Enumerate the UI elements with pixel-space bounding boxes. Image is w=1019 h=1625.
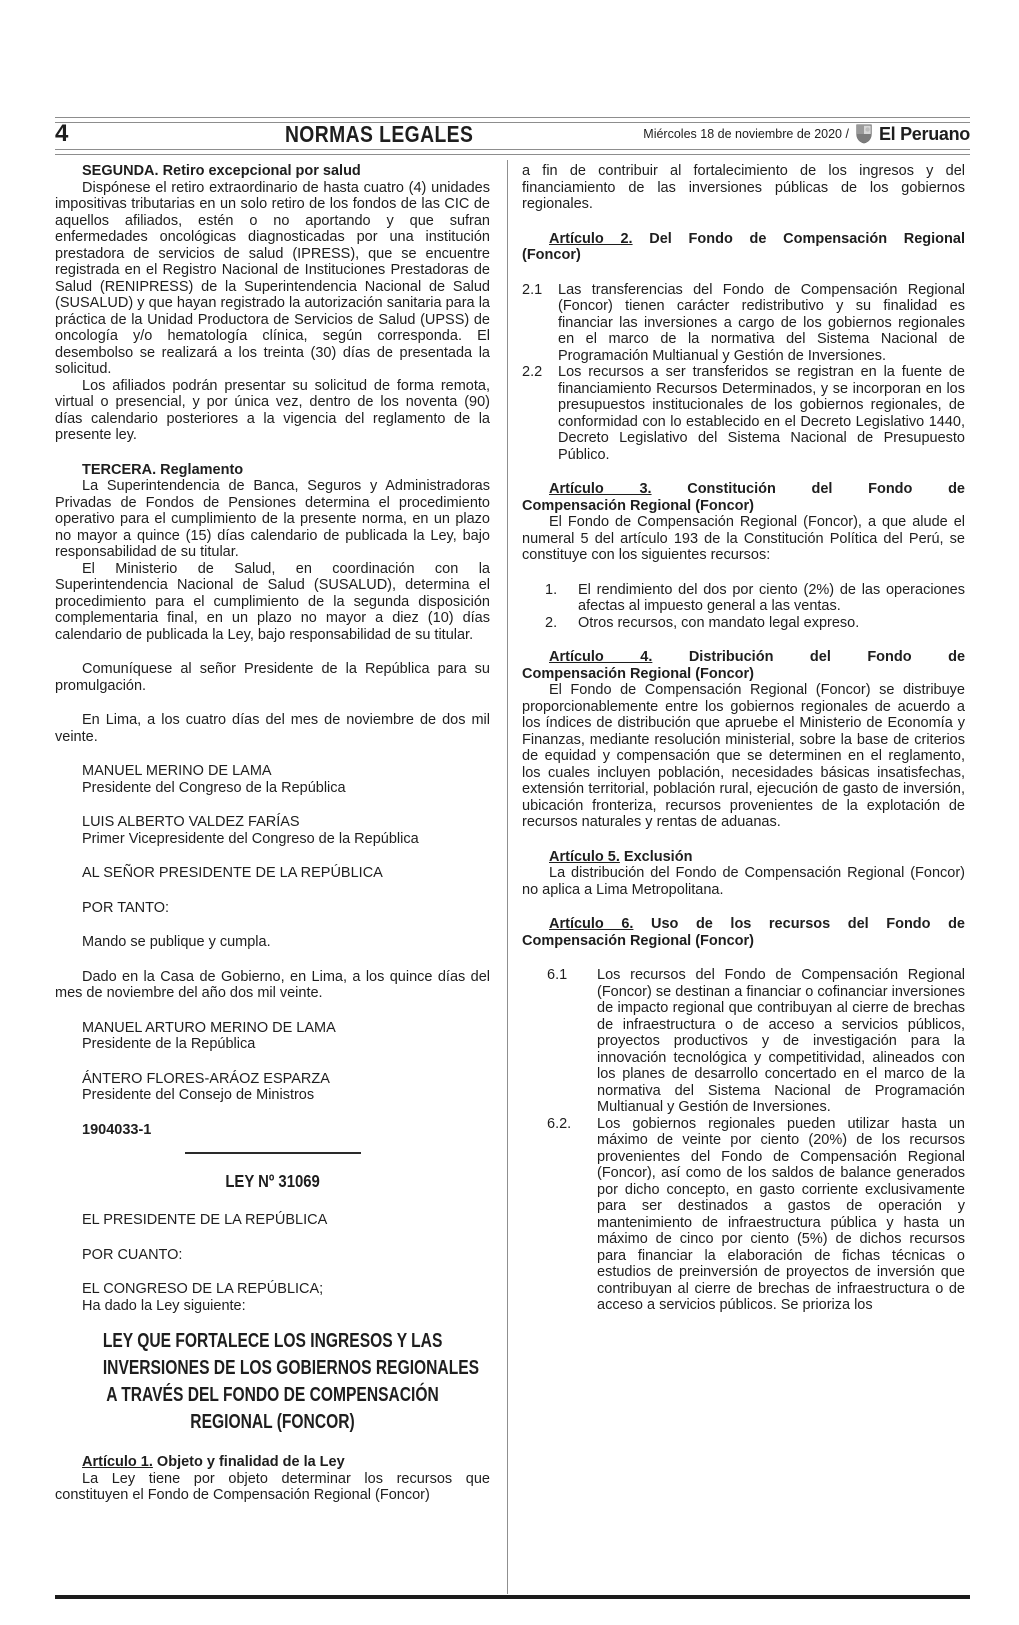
law-main-title-line: REGIONAL (FONCOR) (190, 1411, 355, 1433)
article-heading-text: Compensación Regional (Foncor) (522, 932, 755, 949)
right-column (522, 163, 965, 1314)
paragraph: Mando se publique y cumpla. (82, 934, 271, 950)
paragraph: Comuníquese al señor Presidente de la República para su promulgación. (55, 661, 490, 694)
paragraph: POR CUANTO: (82, 1246, 183, 1263)
paragraph: AL SEÑOR PRESIDENTE DE LA REPÚBLICA (82, 865, 383, 881)
page-bottom-rule (55, 1595, 970, 1599)
signature-block (82, 1020, 490, 1053)
paragraph: POR TANTO: (82, 899, 170, 916)
signature-line: Presidente del Consejo de Ministros (82, 1087, 315, 1103)
article-number: Artículo 1. (82, 1454, 153, 1470)
article-heading-line (522, 933, 965, 950)
page-number: 4 (55, 120, 69, 147)
law-number-title-text: LEY Nº 31069 (225, 1171, 320, 1191)
numbered-item (522, 967, 965, 1116)
section-heading: 1904033-1 (82, 1121, 152, 1138)
paragraph: Ha dado la Ley siguiente: (82, 1297, 246, 1314)
section-title: NORMAS LEGALES (284, 120, 474, 147)
article-heading (55, 1454, 490, 1471)
date-text: Miércoles 18 de noviembre de 2020 / (643, 127, 849, 141)
article-heading (522, 481, 965, 514)
article-heading-text: Exclusión (619, 848, 693, 865)
paragraph: La Ley tiene por objeto determinar los recursos que constituyen el Fondo de Compensación Regional (Foncor) (55, 1470, 490, 1503)
law-main-title-line: LEY QUE FORTALECE LOS INGRESOS Y LAS (102, 1330, 443, 1352)
numbered-item (522, 282, 965, 365)
numbered-item (522, 582, 965, 615)
section-heading: TERCERA. Reglamento (82, 461, 244, 478)
item-text: El rendimiento del dos por ciento (2%) de las operaciones afectas al impuesto general a las ventas. (578, 581, 965, 614)
item-text: Los recursos del Fondo de Compensación Regional (Foncor) se destinan a financiar o cofinanciar inversiones de impacto regional que contribuyan al cierre de brechas de infraestructura o de acceso a servicios públicos, proyectos productivos y de investigación para la innovación tecnológica y competitividad, alineados con los planes de desarrollo concertado en el marco de la normativa del Sistema Nacional de Programación Multianual y Gestión de Inversiones. (597, 967, 965, 1115)
article-heading-text: Objeto y finalidad de la Ley (152, 1454, 345, 1470)
paragraph: EL PRESIDENTE DE LA REPÚBLICA (82, 1212, 328, 1228)
section-heading: SEGUNDA. Retiro excepcional por salud (82, 163, 361, 179)
article-number: Artículo 5. (549, 848, 620, 865)
item-number: 6.2. (547, 1115, 572, 1132)
article-heading-line (522, 649, 965, 666)
article-heading-line (522, 498, 965, 515)
article-heading-text: Distribución del Fondo de (652, 649, 966, 665)
item-text: Otros recursos, con mandato legal expreso. (578, 614, 860, 631)
paragraph: El Ministerio de Salud, en coordinación con la Superintendencia Nacional de Salud (SUSALUD), determina el procedimiento para el cumplimiento de la segunda disposición complementaria final, en un plazo no mayor a diez (10) días calendario de publicada la Ley, bajo responsabilidad de su titular. (55, 560, 490, 643)
header-bottom-rule (55, 149, 970, 155)
item-text: Las transferencias del Fondo de Compensación Regional (Foncor) tienen carácter redistributivo y su finalidad es financiar las inversiones a cargo de los gobiernos regionales en el marco de la normativa del Sistema Nacional de Programación Multianual y Gestión de Inversiones. (558, 281, 965, 364)
paragraph: a fin de contribuir al fortalecimiento de los ingresos y del financiamiento de las inversiones públicas de los gobiernos regionales. (522, 163, 965, 212)
column-divider (507, 160, 508, 1594)
left-column (55, 163, 490, 1504)
paragraph: La distribución del Fondo de Compensación Regional (Foncor) no aplica a Lima Metropolitana. (522, 865, 965, 898)
item-number: 2.1 (522, 281, 543, 298)
article-heading (522, 231, 965, 264)
paragraph: Los afiliados podrán presentar su solicitud de forma remota, virtual o presencial, y por única vez, dentro de los noventa (90) días calendario posteriores a la vigencia del reglamento de la presente ley. (55, 377, 490, 443)
item-text: Los recursos a ser transferidos se registran en la fuente de financiamiento Recursos Determinados, y se incorporan en los presupuestos institucionales de los gobiernos regionales, de conformidad con lo establecido en el Decreto Legislativo 1440, Decreto Legislativo del Sistema Nacional de Presupuesto Público. (558, 364, 965, 463)
article-heading-line (522, 481, 965, 498)
article-number: Artículo 6. (549, 916, 634, 932)
article-heading-line (522, 666, 965, 683)
paragraph: En Lima, a los cuatro días del mes de noviembre de dos mil veinte. (55, 712, 490, 745)
article-heading-line (522, 849, 965, 866)
paragraph: La Superintendencia de Banca, Seguros y Administradoras Privadas de Fondos de Pensiones determina el procedimiento operativo para el cumplimiento de la presente norma, en un plazo no mayor a quince (15) días calendario de publicada la Ley, bajo responsabilidad de su titular. (55, 478, 490, 560)
section-title-wrap (115, 121, 643, 148)
signature-block (82, 763, 490, 796)
signature-line: MANUEL MERINO DE LAMA (82, 763, 272, 779)
page-header (55, 120, 970, 148)
paragraph: El Fondo de Compensación Regional (Foncor) se distribuye proporcionablemente entre los gobiernos regionales de acuerdo a los índices de distribución que apruebe el Ministerio de Economía y Finanzas, mediante resolución ministerial, sobre la base de criterios de equidad y compensación que se determinen en el reglamento, los cuales incluyen población, necesidades básicas insatisfechas, extensión territorial, población rural, ejecución de gasto de inversión, ubicación fronteriza, recursos provenientes de la explotación de recursos naturales y rentas de aduanas. (522, 682, 965, 830)
article-heading-line (522, 916, 965, 933)
article-heading-text: (Foncor) (522, 247, 581, 263)
signature-line: MANUEL ARTURO MERINO DE LAMA (82, 1019, 336, 1036)
paragraph: EL CONGRESO DE LA REPÚBLICA; (82, 1281, 324, 1297)
brand-masthead: El Peruano (878, 123, 970, 144)
signature-line: ÁNTERO FLORES-ARÁOZ ESPARZA (82, 1070, 330, 1087)
item-text: Los gobiernos regionales pueden utilizar hasta un máximo de veinte por ciento (20%) de los recursos provenientes del Fondo de Compensación Regional (Foncor), así como de los saldos de balance generados por dicho concepto, en gasto corriente exclusivamente para ser destinados a gastos de operación y mantenimiento de infraestructura pública y hasta un máximo de cinco por ciento (5%) de dichos recursos para financiar la elaboración de fichas técnicas o estudios de preinversión de proyectos de inversión que contribuyan al cierre de brechas de infraestructura o de acceso a servicios públicos. Se prioriza los (597, 1115, 965, 1313)
item-number: 2. (545, 614, 558, 631)
article-heading-line (55, 1454, 490, 1471)
signature-line: LUIS ALBERTO VALDEZ FARÍAS (82, 814, 300, 830)
numbered-item (522, 615, 965, 632)
signature-block (82, 1071, 490, 1104)
item-number: 6.1 (547, 967, 568, 983)
article-heading (522, 916, 965, 949)
article-heading-text: Compensación Regional (Foncor) (522, 497, 755, 514)
signature-line: Presidente del Congreso de la República (82, 779, 346, 796)
paragraph: El Fondo de Compensación Regional (Foncor), a que alude el numeral 5 del artículo 193 de la Constitución Política del Perú, se constituye con los siguientes recursos: (522, 514, 965, 563)
law-main-title-line: A TRAVÉS DEL FONDO DE COMPENSACIÓN (106, 1384, 439, 1406)
article-heading-text: Constitución del Fondo de (651, 481, 965, 497)
paragraph: Dado en la Casa de Gobierno, en Lima, a los quince días del mes de noviembre del año dos mil veinte. (55, 968, 490, 1001)
article-heading-line (522, 247, 965, 264)
peru-coat-of-arms-icon (855, 124, 873, 144)
article-number: Artículo 2. (549, 230, 633, 247)
law-main-title (55, 1328, 490, 1436)
signature-block (82, 814, 490, 847)
item-number: 1. (545, 581, 558, 598)
numbered-item (522, 364, 965, 463)
article-heading-line (522, 231, 965, 248)
item-number: 2.2 (522, 364, 543, 380)
law-main-title-line: INVERSIONES DE LOS GOBIERNOS REGIONALES (102, 1357, 480, 1379)
article-heading-text: Compensación Regional (Foncor) (522, 665, 755, 682)
article-number: Artículo 4. (549, 649, 653, 665)
paragraph: Dispónese el retiro extraordinario de hasta cuatro (4) unidades impositivas tributarias en un solo retiro de los fondos de las CIC de aquellos afiliados, estén o no aportando y que sufran enfermedades oncológicas diagnosticadas por una institución prestadora de servicios de salud (IPRESS), que se encuentre registrada en el Registro Nacional de Instituciones Prestadoras de Salud (RENIPRESS) de la Superintendencia Nacional de Salud (SUSALUD) y que hayan registrado la autorización sanitaria para la práctica de la Unidad Productora de Servicios de Salud (UPSS) de oncología y/o hematología clínica, según corresponda. El desembolso se realizará a los treinta (30) días de presentada la solicitud. (55, 179, 490, 377)
separator-rule (185, 1152, 361, 1154)
article-heading (522, 649, 965, 682)
signature-line: Presidente de la República (82, 1036, 256, 1052)
article-heading-text: Del Fondo de Compensación Regional (632, 230, 965, 247)
date-block (643, 124, 970, 145)
law-number-title (55, 1170, 490, 1194)
signature-line: Primer Vicepresidente del Congreso de la República (82, 830, 419, 847)
article-heading-text: Uso de los recursos del Fondo de (633, 916, 965, 932)
article-number: Artículo 3. (549, 481, 652, 497)
numbered-item (522, 1116, 965, 1314)
article-heading (522, 849, 965, 866)
